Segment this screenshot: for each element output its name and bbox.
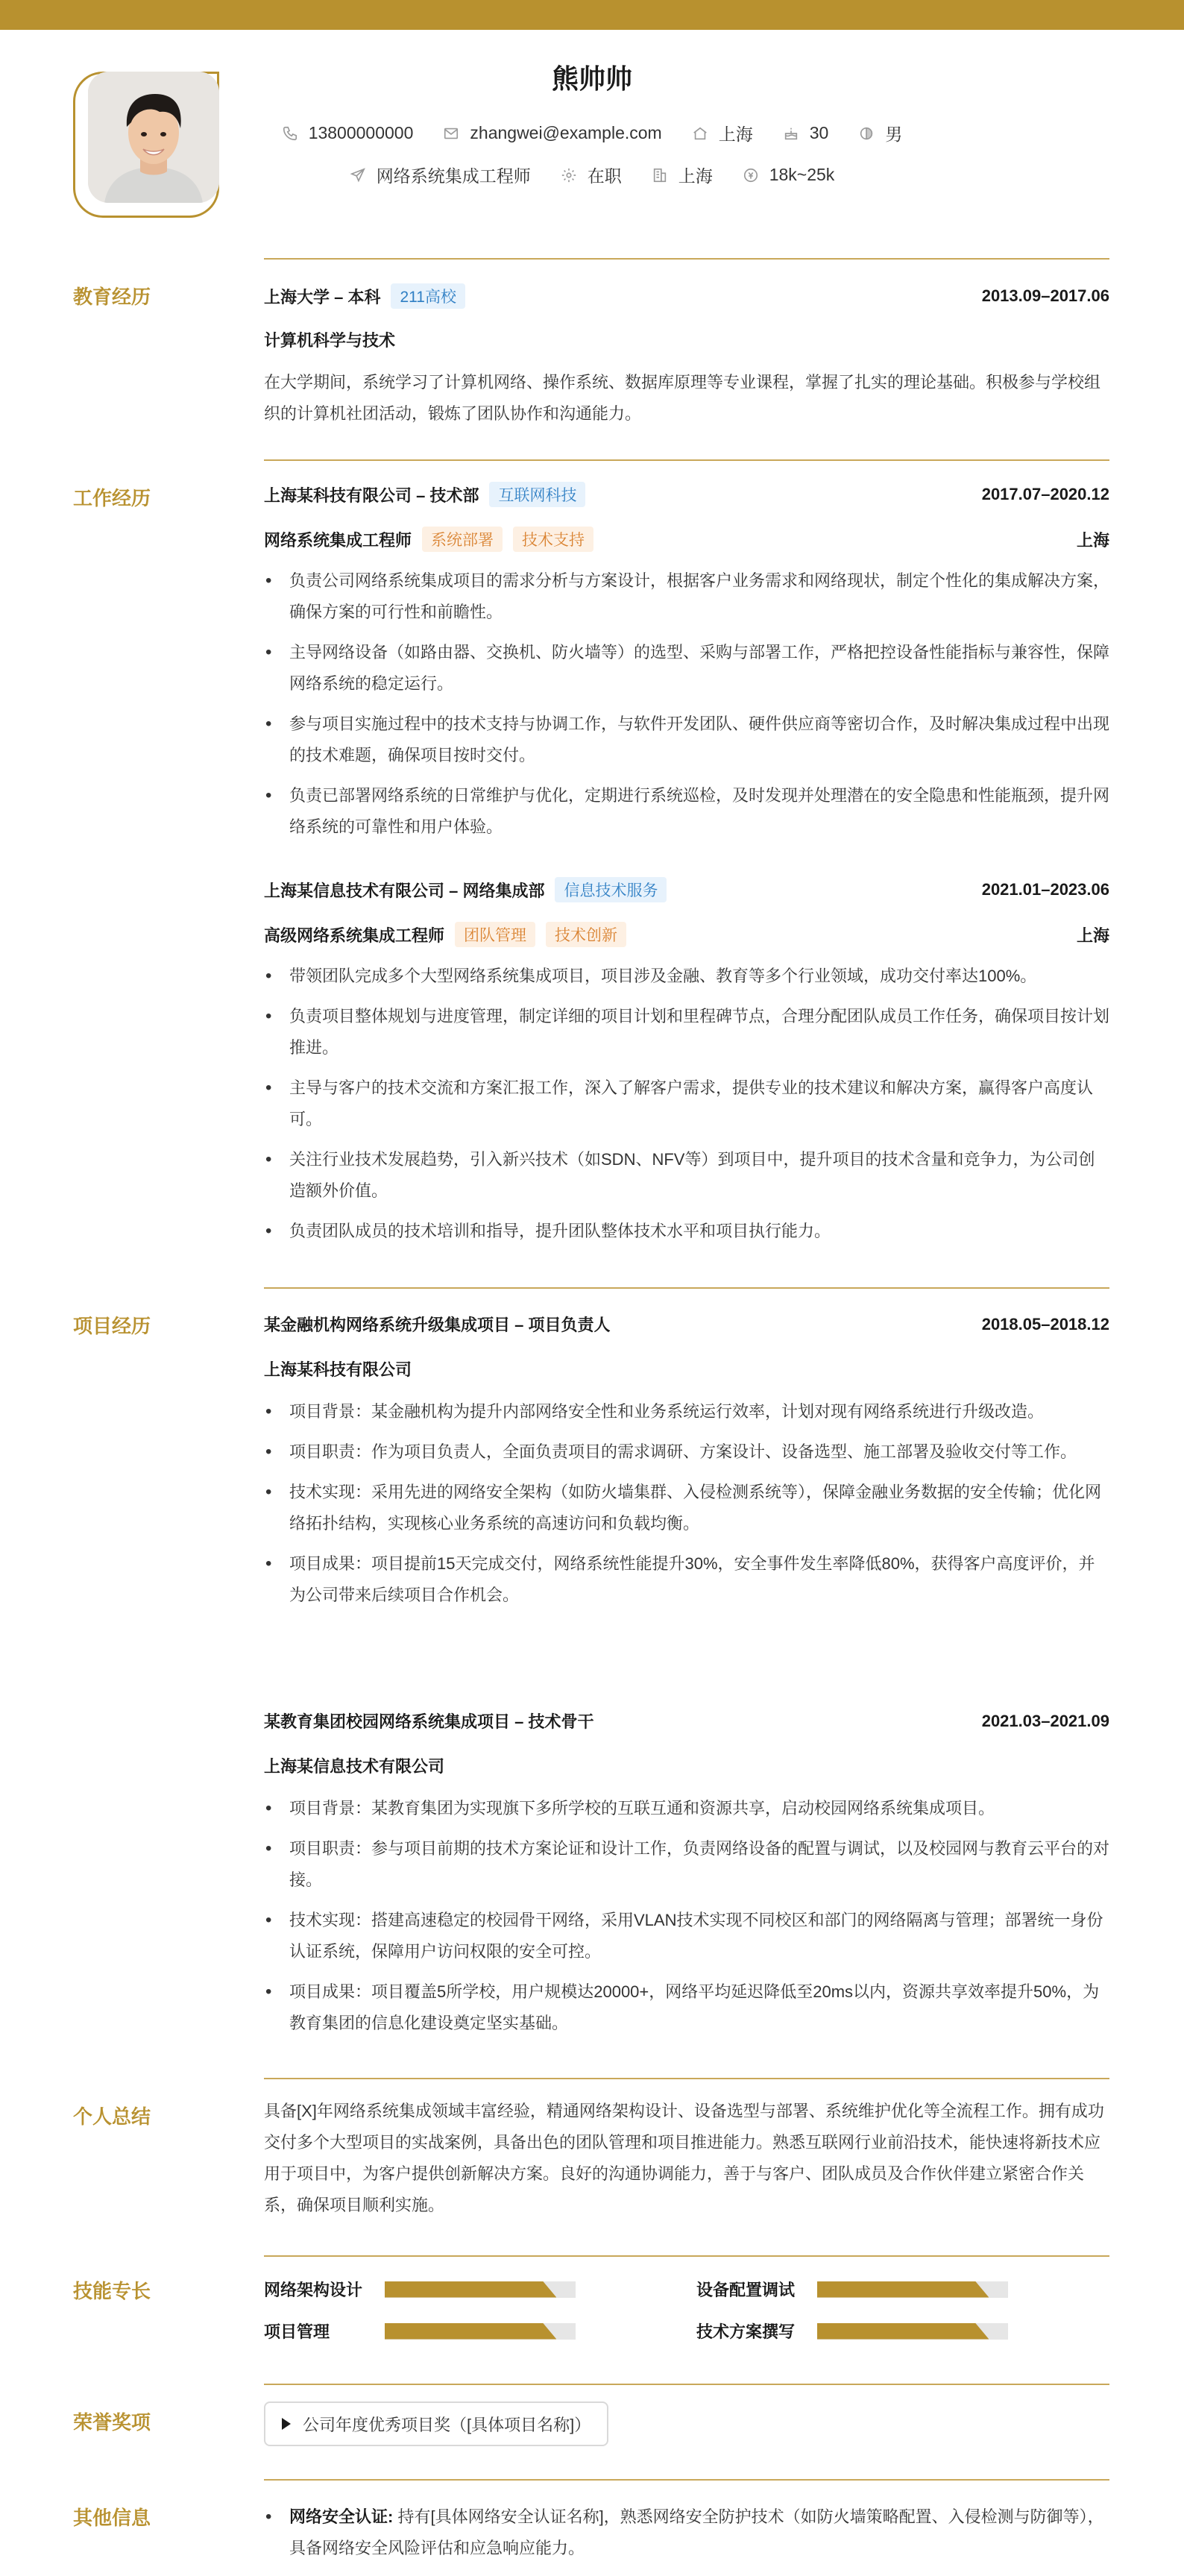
section-divider	[264, 2479, 1109, 2481]
section-divider	[264, 2384, 1109, 2385]
skill-bar-fill	[817, 2323, 989, 2340]
project-header	[264, 1709, 1109, 1732]
summary-text: 具备[X]年网络系统集成领域丰富经验，精通网络架构设计、设备选型与部署、系统维护优化等全流程工作。拥有成功交付多个大型项目的实战案例，具备出色的团队管理和项目推进能力。熟悉互联网行业前沿技术，能快速将新技术应用于项目中，为客户提供创新解决方案。良好的沟通协调能力，善于与客户、团队成员及合作伙伴建立紧密合作关系，确保项目顺利实施。	[264, 2102, 1104, 2214]
skill-item	[264, 2319, 576, 2343]
project-company: 上海某信息技术有限公司	[264, 1757, 445, 1776]
school-tag: 211高校	[391, 283, 465, 309]
salary-text: 18k~25k	[769, 165, 835, 184]
email-item	[443, 123, 661, 143]
list-item: • 项目成果：项目提前15天完成交付，网络系统性能提升30%，安全事件发生率降低80%，获得客户高度评价，并为公司带来后续项目合作机会。	[264, 1548, 1109, 1611]
target-city-item	[652, 163, 713, 187]
section-divider	[264, 258, 1109, 260]
list-item: • 项目成果：项目覆盖5所学校，用户规模达20000+，网络平均延迟降低至20ms以内，资源共享效率提升50%，为教育集团的信息化建设奠定坚实基础。	[264, 1976, 1109, 2039]
list-item: • 项目背景：某教育集团为实现旗下多所学校的互联互通和资源共享，启动校园网络系统集成项目。	[264, 1793, 1109, 1824]
target-job-text: 网络系统集成工程师	[376, 166, 531, 186]
skill-label: 项目管理	[264, 2322, 330, 2341]
skill-item	[696, 2319, 1008, 2343]
project-company-row	[264, 1357, 1109, 1380]
job-header	[264, 877, 1109, 902]
list-item: • 技术实现：采用先进的网络安全架构（如防火墙集群、入侵检测系统等），保障金融业务数据的安全传输；优化网络拓扑结构，实现核心业务系统的高速访问和负载均衡。	[264, 1477, 1109, 1539]
salary-item	[743, 165, 835, 185]
education-date: 2013.09–2017.06	[981, 286, 1109, 305]
company-tag: 信息技术服务	[555, 877, 667, 902]
target-job-item	[350, 163, 531, 187]
section-divider	[264, 1287, 1109, 1289]
project-bullets	[264, 1396, 1109, 1620]
project-bullets	[264, 1793, 1109, 2048]
section-title: 项目经历	[73, 1315, 151, 1337]
education-header	[264, 283, 1109, 309]
phone-text: 13800000000	[308, 123, 414, 142]
coin-icon	[743, 167, 759, 183]
skill-item	[264, 2278, 576, 2301]
skill-item	[696, 2278, 1008, 2301]
honor-text: 公司年度优秀项目奖（[具体项目名称]）	[303, 2415, 591, 2434]
gender-item	[858, 121, 902, 145]
list-item: • 负责公司网络系统集成项目的需求分析与方案设计，根据客户业务需求和网络现状，制定个性化的集成解决方案，确保方案的可行性和前瞻性。	[264, 565, 1109, 628]
skill-label: 技术方案撰写	[696, 2322, 796, 2341]
location-item	[692, 121, 753, 145]
position-name: 网络系统集成工程师	[264, 530, 412, 550]
gender-text: 男	[885, 125, 903, 144]
section-title: 技能专长	[73, 2280, 151, 2302]
list-item: • 关注行业技术发展趋势，引入新兴技术（如SDN、NFV等）到项目中，提升项目的技术含量和竞争力，为公司创造额外价值。	[264, 1144, 1109, 1207]
list-item: • 负责已部署网络系统的日常维护与优化，定期进行系统巡检，及时发现并处理潜在的安全隐患和性能瓶颈，提升网络系统的可靠性和用户体验。	[264, 780, 1109, 843]
contact-row	[0, 121, 1184, 145]
major-row	[264, 328, 1109, 351]
target-city-text: 上海	[678, 166, 713, 186]
send-icon	[350, 167, 366, 183]
skill-tag: 技术支持	[513, 527, 593, 552]
list-item: • 负责团队成员的技术培训和指导，提升团队整体技术水平和项目执行能力。	[264, 1216, 1109, 1247]
age-text: 30	[809, 123, 829, 142]
major-name: 计算机科学与技术	[264, 331, 396, 350]
skill-tag: 团队管理	[455, 922, 535, 947]
list-item: • 项目职责：作为项目负责人，全面负责项目的需求调研、方案设计、设备选型、施工部署及验收交付等工作。	[264, 1436, 1109, 1468]
job-intent-row	[0, 163, 1184, 187]
mail-icon	[443, 125, 459, 142]
list-item: • 主导与客户的技术交流和方案汇报工作，深入了解客户需求，提供专业的技术建议和解决方案，赢得客户高度认可。	[264, 1072, 1109, 1135]
list-item: • 项目职责：参与项目前期的技术方案论证和设计工作，负责网络设备的配置与调试，以及校园网与教育云平台的对接。	[264, 1833, 1109, 1896]
section-title: 工作经历	[73, 487, 151, 509]
job-bullets	[264, 565, 1109, 852]
email-text: zhangwei@example.com	[470, 123, 662, 142]
section-divider	[264, 2078, 1109, 2079]
skill-label: 网络架构设计	[264, 2281, 363, 2299]
honor-item[interactable]	[264, 2401, 608, 2446]
job-bullets	[264, 961, 1109, 1256]
company-name: 上海某信息技术有限公司 – 网络集成部	[264, 881, 545, 900]
section-title: 教育经历	[73, 286, 151, 308]
other-info-text: 持有[具体网络安全认证名称]，熟悉网络安全防护技术（如防火墙策略配置、入侵检测与防御等），具备网络安全风险评估和应急响应能力。	[289, 2507, 1104, 2557]
skill-bar-fill	[385, 2323, 556, 2340]
section-title: 个人总结	[73, 2105, 151, 2128]
section-title: 荣誉奖项	[73, 2411, 151, 2434]
list-item: • 带领团队完成多个大型网络系统集成项目，项目涉及金融、教育等多个行业领域，成功交付率达100%。	[264, 961, 1109, 992]
age-item	[783, 123, 829, 143]
section-divider	[264, 459, 1109, 461]
list-item: • 主导网络设备（如路由器、交换机、防火墙等）的选型、采购与部署工作，严格把控设备性能指标与兼容性，保障网络系统的稳定运行。	[264, 637, 1109, 700]
skill-tag: 系统部署	[422, 527, 503, 552]
skill-bar	[385, 2323, 576, 2340]
job-city: 上海	[1076, 926, 1109, 945]
list-item: • 技术实现：搭建高速稳定的校园骨干网络，采用VLAN技术实现不同校区和部门的网络隔离与管理；部署统一身份认证系统，保障用户访问权限的安全可控。	[264, 1905, 1109, 1967]
position-name: 高级网络系统集成工程师	[264, 926, 445, 945]
phone-item	[282, 123, 414, 143]
school-name: 上海大学 – 本科	[264, 287, 381, 307]
phone-icon	[282, 125, 298, 142]
skill-bar	[385, 2281, 576, 2298]
home-icon	[692, 125, 708, 142]
section-divider	[264, 2255, 1109, 2257]
candidate-name: 熊帅帅	[551, 63, 632, 94]
skill-bar-fill	[385, 2281, 556, 2298]
project-name: 某教育集团校园网络系统集成项目 – 技术骨干	[264, 1712, 594, 1731]
skill-label: 设备配置调试	[696, 2281, 796, 2299]
status-item	[561, 163, 622, 187]
status-text: 在职	[587, 166, 622, 186]
list-item: • 负责项目整体规划与进度管理，制定详细的项目计划和里程碑节点，合理分配团队成员工作任务，确保项目按计划推进。	[264, 1001, 1109, 1064]
building-icon	[652, 167, 668, 183]
top-accent-bar	[0, 0, 1184, 30]
position-row	[264, 527, 1109, 552]
project-date: 2021.03–2021.09	[981, 1711, 1109, 1730]
cake-icon	[783, 125, 799, 142]
gear-icon	[561, 167, 577, 183]
list-item: • 项目背景：某金融机构为提升内部网络安全性和业务系统运行效率，计划对现有网络系统进行升级改造。	[264, 1396, 1109, 1427]
job-header	[264, 482, 1109, 507]
section-title: 其他信息	[73, 2507, 151, 2529]
skill-tag: 技术创新	[546, 922, 626, 947]
project-header	[264, 1313, 1109, 1336]
position-row	[264, 922, 1109, 947]
location-text: 上海	[718, 125, 753, 144]
education-description: 在大学期间，系统学习了计算机网络、操作系统、数据库原理等专业课程，掌握了扎实的理论基础。积极参与学校组织的计算机社团活动，锻炼了团队协作和沟通能力。	[264, 373, 1101, 423]
job-city: 上海	[1076, 530, 1109, 550]
other-info-key: 网络安全认证:	[289, 2507, 394, 2526]
job-date: 2021.01–2023.06	[981, 880, 1109, 899]
company-name: 上海某科技有限公司 – 技术部	[264, 486, 479, 505]
project-company-row	[264, 1754, 1109, 1777]
skill-bar	[817, 2281, 1008, 2298]
play-triangle-icon	[282, 2418, 291, 2430]
list-item: • 参与项目实施过程中的技术支持与协调工作，与软件开发团队、硬件供应商等密切合作，及时解决集成过程中出现的技术难题，确保项目按时交付。	[264, 709, 1109, 771]
other-info-item	[264, 2501, 1109, 2564]
job-date: 2017.07–2020.12	[981, 485, 1109, 503]
skill-bar-fill	[817, 2281, 989, 2298]
project-company: 上海某科技有限公司	[264, 1360, 412, 1379]
project-name: 某金融机构网络系统升级集成项目 – 项目负责人	[264, 1316, 611, 1334]
gender-icon	[858, 125, 875, 142]
company-tag: 互联网科技	[489, 482, 585, 507]
project-date: 2018.05–2018.12	[981, 1314, 1109, 1333]
skill-bar	[817, 2323, 1008, 2340]
